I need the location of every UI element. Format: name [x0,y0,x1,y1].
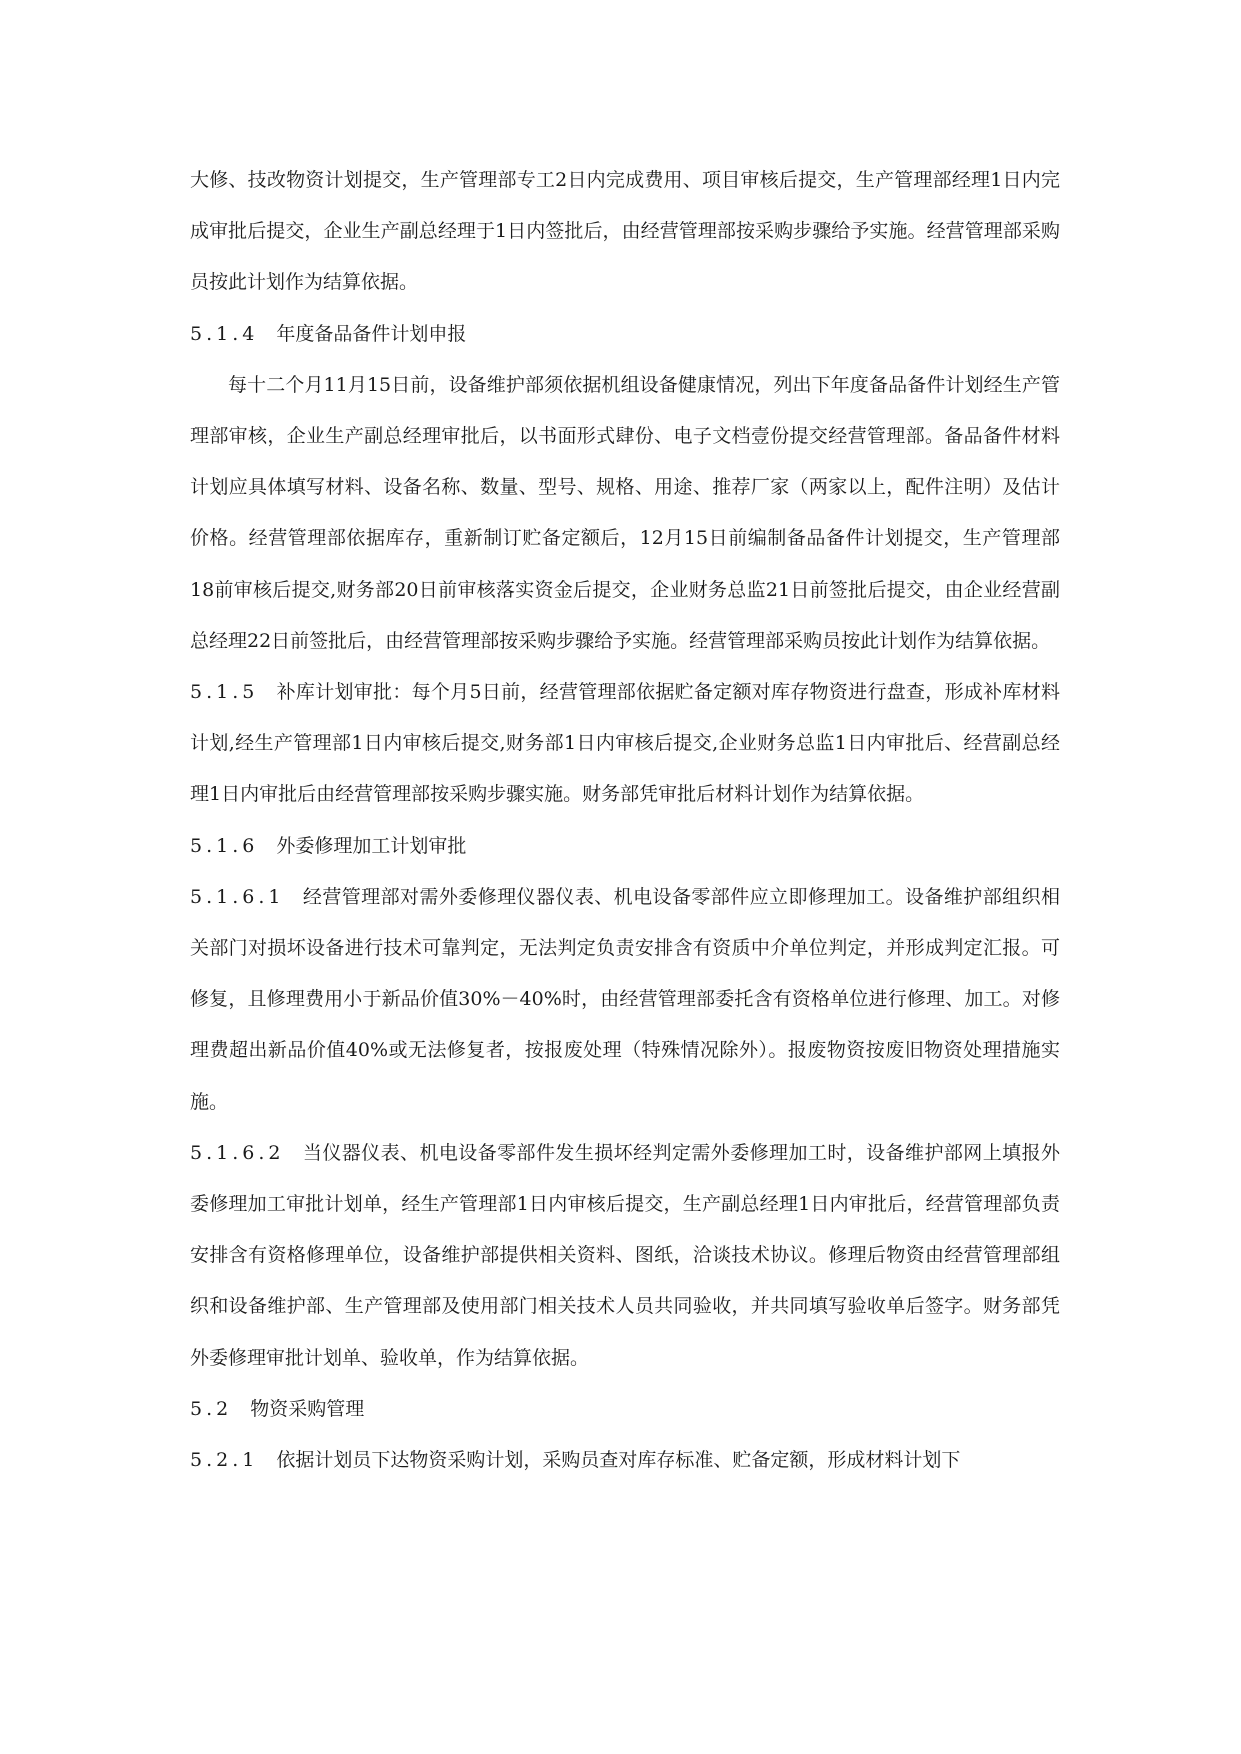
section-number: 5.2.1 [190,1449,259,1472]
section-number: 5.1.4 [190,322,259,345]
paragraph-overhaul-plan: 大修、技改物资计划提交，生产管理部专工2日内完成费用、项目审核后提交，生产管理部经理1日内完成审批后提交，企业生产副总经理于1日内签批后，由经营管理部按采购步骤给予实施。经营管理部采购员按此计划作为结算依据。 [190,169,1060,294]
document-body [190,155,1060,1486]
section-title: 年度备品备件计划申报 [276,322,467,345]
section-number: 5.2 [190,1397,233,1420]
section-number: 5.1.6.2 [190,1141,285,1164]
section-title: 物资采购管理 [250,1397,365,1420]
section-5-1-6-2 [190,1128,1060,1384]
paragraph-annual-spare-parts: 每十二个月11月15日前，设备维护部须依据机组设备健康情况，列出下年度备品备件计划经生产管理部审核，企业生产副总经理审批后，以书面形式肆份、电子文档壹份提交经营管理部。备品备件材料计划应具体填写材料、设备名称、数量、型号、规格、用途、推荐厂家（两家以上，配件注明）及估计价格。经营管理部依据库存，重新制订贮备定额后，12月15日前编制备品备件计划提交，生产管理部18前审核后提交,财务部20日前审核落实资金后提交，企业财务总监21日前签批后提交，由企业经营副总经理22日前签批后，由经营管理部按采购步骤给予实施。经营管理部采购员按此计划作为结算依据。 [190,373,1060,652]
section-5-2-1 [190,1435,1060,1486]
section-5-1-5 [190,667,1060,821]
section-title: 外委修理加工计划审批 [276,834,467,857]
section-5-2 [190,1384,1060,1435]
section-text: 当仪器仪表、机电设备零部件发生损坏经判定需外委修理加工时，设备维护部网上填报外委修理加工审批计划单，经生产管理部1日内审核后提交，生产副总经理1日内审批后，经营管理部负责安排含有资格修理单位，设备维护部提供相关资料、图纸，洽谈技术协议。修理后物资由经营管理部组织和设备维护部、生产管理部及使用部门相关技术人员共同验收，并共同填写验收单后签字。财务部凭外委修理审批计划单、验收单，作为结算依据。 [190,1141,1060,1369]
section-text: 补库计划审批：每个月5日前，经营管理部依据贮备定额对库存物资进行盘查，形成补库材料计划,经生产管理部1日内审核后提交,财务部1日内审核后提交,企业财务总监1日内审批后、经营副总经理1日内审批后由经营管理部按采购步骤实施。财务部凭审批后材料计划作为结算依据。 [190,681,1060,806]
section-number: 5.1.6 [190,834,259,857]
section-5-1-6 [190,821,1060,872]
section-number: 5.1.5 [190,681,259,704]
section-5-1-4 [190,309,1060,360]
section-5-1-6-1 [190,872,1060,1128]
section-number: 5.1.6.1 [190,885,285,908]
section-text: 经营管理部对需外委修理仪器仪表、机电设备零部件应立即修理加工。设备维护部组织相关部门对损坏设备进行技术可靠判定，无法判定负责安排含有资质中介单位判定，并形成判定汇报。可修复，且修理费用小于新品价值30%－40%时，由经营管理部委托含有资格单位进行修理、加工。对修理费超出新品价值40%或无法修复者，按报废处理（特殊情况除外）。报废物资按废旧物资处理措施实施。 [190,885,1060,1113]
section-text: 依据计划员下达物资采购计划，采购员查对库存标准、贮备定额，形成材料计划下 [276,1449,961,1472]
